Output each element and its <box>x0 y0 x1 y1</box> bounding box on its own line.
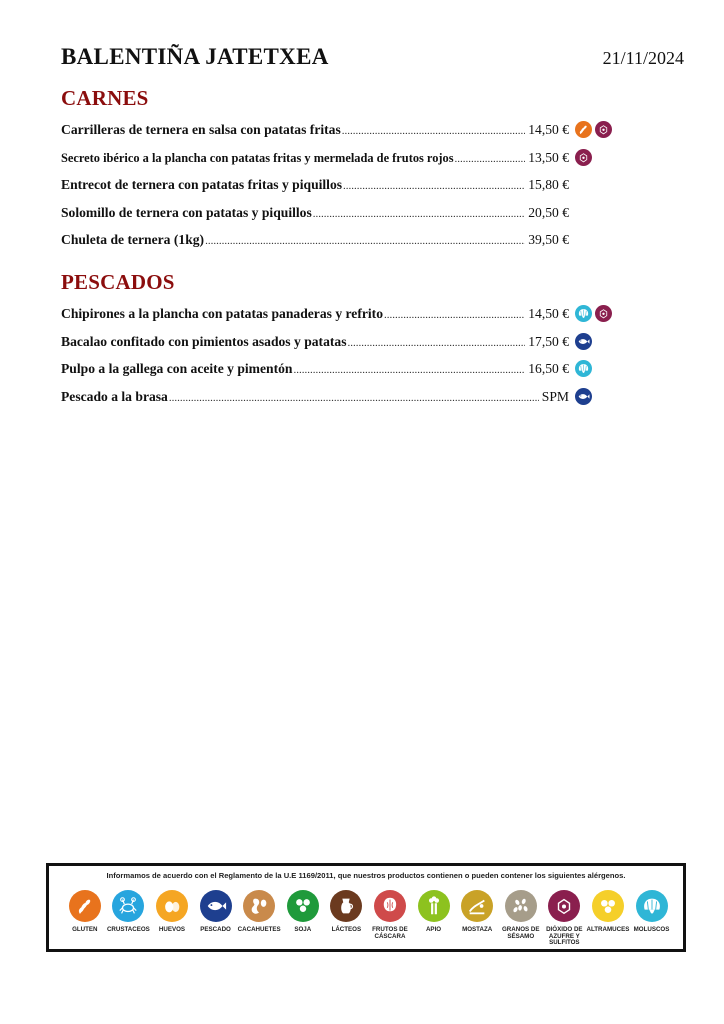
moluscos-allergen-circle <box>636 890 668 922</box>
dish-price: 39,50 € <box>528 232 569 248</box>
menu-date: 21/11/2024 <box>602 48 684 68</box>
allergen-icons <box>575 121 612 138</box>
dish-name: Secreto ibérico a la plancha con patatas fritas y mermelada de frutos rojos <box>61 150 454 165</box>
nut-icon <box>379 895 401 917</box>
celery-icon <box>423 895 445 917</box>
cacahuetes-allergen-circle <box>243 890 275 922</box>
dish-name: Chipirones a la plancha con patatas panaderas y refrito <box>61 306 383 321</box>
fish-icon <box>577 390 590 403</box>
legend-item-cacahuetes <box>237 890 281 947</box>
leader-dots <box>293 364 525 376</box>
legend-item-mostaza <box>455 890 499 947</box>
dish-price: 14,50 € <box>528 122 569 137</box>
leader-dots <box>384 309 525 321</box>
legend-item-apio <box>412 890 456 947</box>
legend-note: Informamos de acuerdo con el Reglamento de la U.E 1169/2011, que nuestros productos contienen o pueden contener los siguientes alérgenos. <box>106 871 626 880</box>
wheat-icon <box>74 895 96 917</box>
milk-jug-icon <box>335 895 357 917</box>
dish-name: Bacalao confitado con pimientos asados y patatas <box>61 333 347 349</box>
soja-allergen-circle <box>287 890 319 922</box>
legend-label: DIÓXIDO DE AZUFRE Y SULFITOS <box>546 926 583 946</box>
peanut-icon <box>248 895 270 917</box>
legend-grid <box>63 890 673 947</box>
legend-label: LÁCTEOS <box>331 926 362 933</box>
legend-label: HUEVOS <box>158 926 186 933</box>
frutos-allergen-circle <box>374 890 406 922</box>
section-title-pescados: PESCADOS <box>61 270 175 294</box>
legend-item-pescado <box>194 890 238 947</box>
allergen-icons <box>575 388 592 405</box>
allergen-legend <box>46 863 686 952</box>
gluten-allergen-badge <box>575 121 592 138</box>
legend-item-sulfitos <box>543 890 587 947</box>
pescados-list <box>61 306 569 416</box>
legend-item-huevos <box>150 890 194 947</box>
legend-label: MOLUSCOS <box>633 926 670 933</box>
legend-label: CRUSTACEOS <box>106 926 150 933</box>
dish-name: Chuleta de ternera (1kg) <box>61 232 205 248</box>
legend-item-altramuces <box>586 890 630 947</box>
legend-label: GLUTEN <box>72 926 98 933</box>
dish-price: 20,50 € <box>528 204 569 220</box>
legend-label: ALTRAMUCES <box>586 926 630 933</box>
legend-item-soja <box>281 890 325 947</box>
legend-item-moluscos <box>630 890 674 947</box>
mustard-icon <box>466 895 488 917</box>
allergen-icons <box>575 149 592 166</box>
legend-item-gluten <box>63 890 107 947</box>
legend-item-lacteos <box>325 890 369 947</box>
dish-price: 14,50 € <box>528 306 569 321</box>
page-header <box>61 44 684 74</box>
dish-price: 16,50 € <box>528 361 569 377</box>
crustaceos-allergen-circle <box>112 890 144 922</box>
allergen-icons <box>575 333 592 350</box>
sulphite-icon <box>597 123 610 136</box>
shell-icon <box>641 895 663 917</box>
dish-price: 15,80 € <box>528 177 569 193</box>
sulfitos-allergen-badge <box>595 121 612 138</box>
dish-price: 13,50 € <box>528 149 569 165</box>
shell-icon <box>577 362 590 375</box>
allergen-icons <box>575 360 592 377</box>
soy-icon <box>292 895 314 917</box>
legend-label: GRANOS DE SÉSAMO <box>501 926 540 940</box>
leader-dots <box>342 125 525 137</box>
dish-name: Pescado a la brasa <box>61 388 168 404</box>
pescado-allergen-circle <box>200 890 232 922</box>
sulfitos-allergen-badge <box>575 149 592 166</box>
menu-item <box>61 150 569 178</box>
sulphite-icon <box>553 895 575 917</box>
allergen-icons <box>575 305 612 322</box>
menu-item <box>61 205 569 233</box>
lacteos-allergen-circle <box>330 890 362 922</box>
restaurant-name: BALENTIÑA JATETXEA <box>61 44 329 69</box>
moluscos-allergen-badge <box>575 360 592 377</box>
eggs-icon <box>161 895 183 917</box>
menu-item <box>61 306 569 334</box>
moluscos-allergen-badge <box>575 305 592 322</box>
lupin-icon <box>597 895 619 917</box>
section-title-carnes: CARNES <box>61 86 149 110</box>
sesamo-allergen-circle <box>505 890 537 922</box>
leader-dots <box>169 392 539 404</box>
gluten-allergen-circle <box>69 890 101 922</box>
menu-item <box>61 177 569 205</box>
leader-dots <box>205 235 525 247</box>
menu-item <box>61 334 569 362</box>
leader-dots <box>348 337 526 349</box>
sesame-icon <box>510 895 532 917</box>
sulfitos-allergen-badge <box>595 305 612 322</box>
leader-dots <box>313 208 525 220</box>
leader-dots <box>343 180 525 192</box>
wheat-icon <box>577 123 590 136</box>
sulphite-icon <box>597 307 610 320</box>
menu-item <box>61 389 569 417</box>
menu-item <box>61 232 569 260</box>
carnes-list <box>61 122 569 260</box>
menu-item <box>61 122 569 150</box>
fish-icon <box>577 335 590 348</box>
dish-price: SPM <box>541 388 569 404</box>
legend-label: SOJA <box>294 926 312 933</box>
sulfitos-allergen-circle <box>548 890 580 922</box>
legend-item-frutos <box>368 890 412 947</box>
pescado-allergen-badge <box>575 333 592 350</box>
legend-label: CACAHUETES <box>237 926 281 933</box>
legend-label: MOSTAZA <box>462 926 493 933</box>
legend-label: FRUTOS DE CÁSCARA <box>372 926 408 940</box>
altramuces-allergen-circle <box>592 890 624 922</box>
legend-item-crustaceos <box>107 890 151 947</box>
dish-name: Carrilleras de ternera en salsa con patatas fritas <box>61 122 341 137</box>
dish-name: Entrecot de ternera con patatas fritas y piquillos <box>61 177 343 193</box>
dish-name: Pulpo a la gallega con aceite y pimentón <box>61 361 293 377</box>
dish-name: Solomillo de ternera con patatas y piquillos <box>61 204 312 220</box>
mostaza-allergen-circle <box>461 890 493 922</box>
apio-allergen-circle <box>418 890 450 922</box>
pescado-allergen-badge <box>575 388 592 405</box>
dish-price: 17,50 € <box>528 333 569 349</box>
huevos-allergen-circle <box>156 890 188 922</box>
crab-icon <box>117 895 139 917</box>
legend-label: APIO <box>425 926 442 933</box>
shell-icon <box>577 307 590 320</box>
menu-item <box>61 361 569 389</box>
leader-dots <box>455 153 526 165</box>
legend-item-sesamo <box>499 890 543 947</box>
legend-label: PESCADO <box>200 926 231 933</box>
sulphite-icon <box>577 151 590 164</box>
fish-icon <box>205 895 227 917</box>
